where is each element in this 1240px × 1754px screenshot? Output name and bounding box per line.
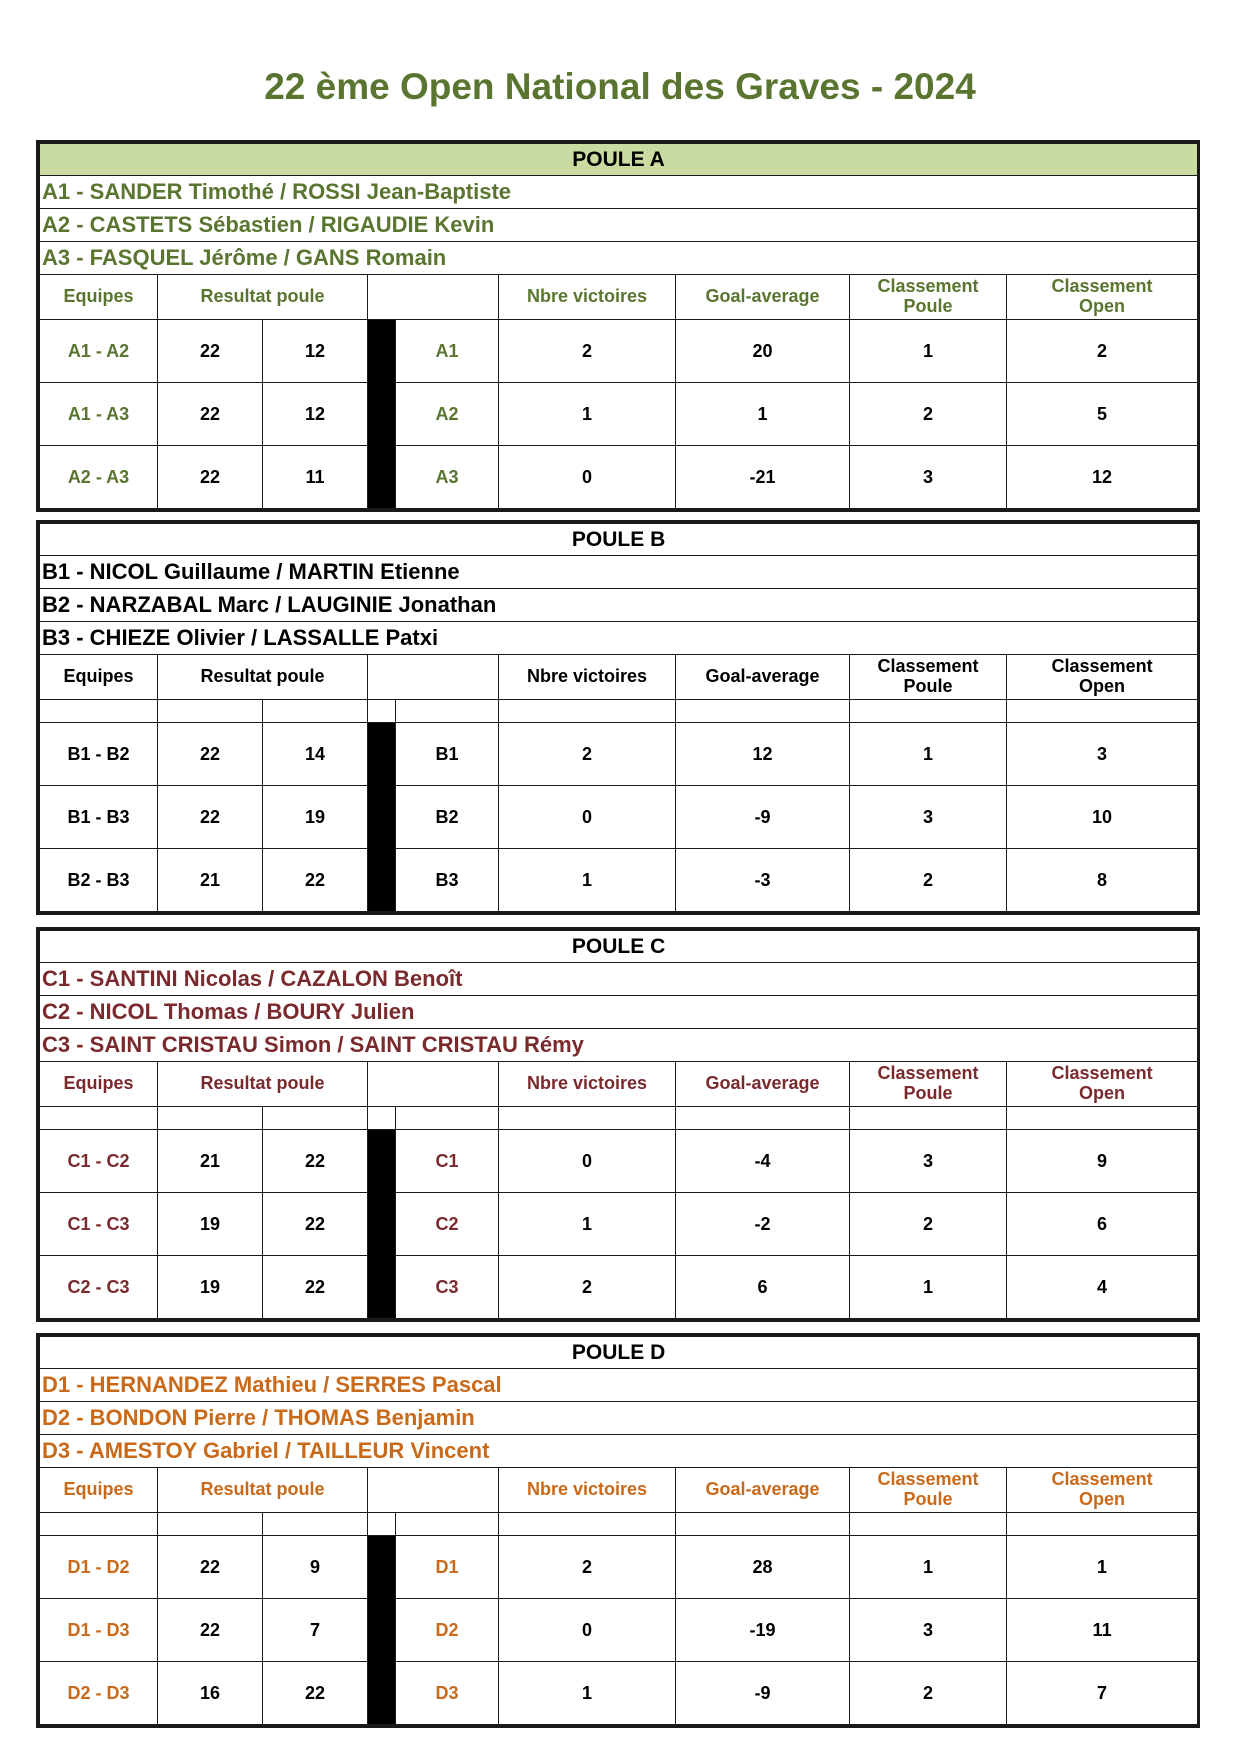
classement-open-value: 6 — [1007, 1193, 1198, 1256]
score-2: 11 — [263, 446, 368, 509]
spacer-cell — [676, 700, 850, 723]
header-classement-poule-line1: Classement — [877, 1063, 979, 1084]
header-classement-open — [1007, 1062, 1198, 1107]
standing-team: B3 — [396, 849, 499, 912]
score-1: 19 — [158, 1193, 263, 1256]
nbre-victoires-value: 1 — [499, 383, 676, 446]
standing-team: A2 — [396, 383, 499, 446]
spacer-cell — [1007, 1107, 1198, 1130]
nbre-victoires-value: 2 — [499, 320, 676, 383]
team-name-row — [40, 209, 1198, 242]
header-goal-average: Goal-average — [676, 655, 850, 700]
page-title: 22 ème Open National des Graves - 2024 — [264, 66, 976, 107]
header-equipes: Equipes — [40, 1062, 158, 1107]
spacer-row — [40, 1107, 1198, 1130]
match-pair: B1 - B3 — [40, 786, 158, 849]
poule-title: POULE C — [40, 931, 1198, 963]
score-2: 14 — [263, 723, 368, 786]
poule-title-row — [40, 931, 1198, 963]
score-1: 19 — [158, 1256, 263, 1319]
score-2: 9 — [263, 1536, 368, 1599]
classement-poule-value: 2 — [850, 1662, 1007, 1725]
header-resultat-poule: Resultat poule — [158, 275, 368, 320]
spacer-cell — [40, 1513, 158, 1536]
header-spacer — [368, 1468, 499, 1513]
standing-team: C2 — [396, 1193, 499, 1256]
header-classement-open-line2: Open — [1079, 1489, 1126, 1509]
spacer-cell — [850, 1513, 1007, 1536]
spacer-cell — [499, 700, 676, 723]
result-row — [40, 786, 1198, 849]
header-classement-open-line2: Open — [1079, 676, 1126, 696]
spacer-cell — [263, 1513, 368, 1536]
poule-table-a — [36, 140, 1200, 512]
classement-open-value: 5 — [1007, 383, 1198, 446]
goal-average-value: -21 — [676, 446, 850, 509]
poule-table-c — [36, 927, 1200, 1322]
nbre-victoires-value: 2 — [499, 1256, 676, 1319]
header-spacer — [368, 275, 499, 320]
goal-average-value: 6 — [676, 1256, 850, 1319]
result-row — [40, 1536, 1198, 1599]
team-name-row — [40, 996, 1198, 1029]
header-equipes: Equipes — [40, 655, 158, 700]
header-nbre-victoires: Nbre victoires — [499, 275, 676, 320]
score-1: 22 — [158, 1599, 263, 1662]
standing-team: A1 — [396, 320, 499, 383]
score-1: 22 — [158, 383, 263, 446]
nbre-victoires-value: 1 — [499, 1193, 676, 1256]
nbre-victoires-value: 0 — [499, 1130, 676, 1193]
goal-average-value: 20 — [676, 320, 850, 383]
result-row — [40, 1130, 1198, 1193]
team-name: D3 - AMESTOY Gabriel / TAILLEUR Vincent — [40, 1435, 1198, 1468]
header-equipes: Equipes — [40, 1468, 158, 1513]
spacer-cell — [499, 1513, 676, 1536]
poule-table-d — [36, 1333, 1200, 1728]
nbre-victoires-value: 0 — [499, 786, 676, 849]
team-name-row — [40, 589, 1198, 622]
header-spacer — [368, 655, 499, 700]
team-name-row — [40, 1369, 1198, 1402]
match-pair: C1 - C3 — [40, 1193, 158, 1256]
classement-open-value: 11 — [1007, 1599, 1198, 1662]
goal-average-value: 12 — [676, 723, 850, 786]
goal-average-value: -9 — [676, 1662, 850, 1725]
spacer-cell — [158, 700, 263, 723]
header-nbre-victoires: Nbre victoires — [499, 1062, 676, 1107]
nbre-victoires-value: 0 — [499, 446, 676, 509]
score-2: 7 — [263, 1599, 368, 1662]
nbre-victoires-value: 2 — [499, 1536, 676, 1599]
classement-open-value: 7 — [1007, 1662, 1198, 1725]
header-resultat-poule: Resultat poule — [158, 1062, 368, 1107]
spacer-cell — [158, 1107, 263, 1130]
poule-grid — [39, 143, 1198, 509]
classement-open-value: 12 — [1007, 446, 1198, 509]
header-classement-poule — [850, 655, 1007, 700]
classement-poule-value: 2 — [850, 1193, 1007, 1256]
header-spacer — [368, 1062, 499, 1107]
header-classement-open — [1007, 275, 1198, 320]
standing-team: D1 — [396, 1536, 499, 1599]
spacer-cell — [850, 700, 1007, 723]
classement-poule-value: 1 — [850, 320, 1007, 383]
standing-team: B1 — [396, 723, 499, 786]
team-name-row — [40, 1029, 1198, 1062]
poule-title-row — [40, 524, 1198, 556]
header-equipes: Equipes — [40, 275, 158, 320]
classement-open-value: 4 — [1007, 1256, 1198, 1319]
classement-poule-value: 1 — [850, 1536, 1007, 1599]
separator-bar — [368, 723, 396, 912]
column-header-row — [40, 275, 1198, 320]
nbre-victoires-value: 1 — [499, 849, 676, 912]
score-2: 22 — [263, 1662, 368, 1725]
spacer-cell — [676, 1107, 850, 1130]
header-classement-poule — [850, 1468, 1007, 1513]
match-pair: B2 - B3 — [40, 849, 158, 912]
score-1: 21 — [158, 1130, 263, 1193]
header-classement-poule — [850, 275, 1007, 320]
header-classement-open — [1007, 655, 1198, 700]
classement-open-value: 3 — [1007, 723, 1198, 786]
team-name-row — [40, 622, 1198, 655]
team-name: A1 - SANDER Timothé / ROSSI Jean-Baptiste — [40, 176, 1198, 209]
classement-poule-value: 2 — [850, 849, 1007, 912]
spacer-cell — [40, 1107, 158, 1130]
column-header-row — [40, 655, 1198, 700]
team-name: C1 - SANTINI Nicolas / CAZALON Benoît — [40, 963, 1198, 996]
standing-team: C1 — [396, 1130, 499, 1193]
header-goal-average: Goal-average — [676, 1062, 850, 1107]
nbre-victoires-value: 1 — [499, 1662, 676, 1725]
result-row — [40, 723, 1198, 786]
classement-poule-value: 3 — [850, 1130, 1007, 1193]
header-resultat-poule: Resultat poule — [158, 655, 368, 700]
header-classement-open-line2: Open — [1079, 1083, 1126, 1103]
header-classement-open-line2: Open — [1079, 296, 1126, 316]
spacer-cell — [1007, 1513, 1198, 1536]
spacer-cell — [396, 1107, 499, 1130]
result-row — [40, 383, 1198, 446]
spacer-cell — [40, 700, 158, 723]
team-name-row — [40, 1435, 1198, 1468]
team-name: A2 - CASTETS Sébastien / RIGAUDIE Kevin — [40, 209, 1198, 242]
match-pair: C1 - C2 — [40, 1130, 158, 1193]
match-pair: A1 - A3 — [40, 383, 158, 446]
header-classement-poule-line1: Classement — [877, 1469, 979, 1490]
score-2: 19 — [263, 786, 368, 849]
header-classement-poule-line2: Poule — [903, 1489, 953, 1509]
header-classement-open-line1: Classement — [1051, 1063, 1153, 1084]
standing-team: D3 — [396, 1662, 499, 1725]
spacer-cell — [368, 1513, 396, 1536]
header-classement-poule-line1: Classement — [877, 276, 979, 297]
team-name: B1 - NICOL Guillaume / MARTIN Etienne — [40, 556, 1198, 589]
goal-average-value: -2 — [676, 1193, 850, 1256]
match-pair: A1 - A2 — [40, 320, 158, 383]
result-row — [40, 1662, 1198, 1725]
header-classement-open-line1: Classement — [1051, 276, 1153, 297]
score-2: 22 — [263, 1256, 368, 1319]
spacer-cell — [263, 1107, 368, 1130]
header-goal-average: Goal-average — [676, 275, 850, 320]
header-classement-poule-line2: Poule — [903, 1083, 953, 1103]
classement-poule-value: 2 — [850, 383, 1007, 446]
header-classement-poule-line1: Classement — [877, 656, 979, 677]
header-classement-poule-line2: Poule — [903, 676, 953, 696]
classement-poule-value: 1 — [850, 723, 1007, 786]
poule-grid — [39, 930, 1198, 1319]
match-pair: D2 - D3 — [40, 1662, 158, 1725]
spacer-cell — [1007, 700, 1198, 723]
score-1: 16 — [158, 1662, 263, 1725]
header-classement-poule-line2: Poule — [903, 296, 953, 316]
standing-team: C3 — [396, 1256, 499, 1319]
score-1: 22 — [158, 1536, 263, 1599]
spacer-cell — [396, 1513, 499, 1536]
classement-open-value: 1 — [1007, 1536, 1198, 1599]
match-pair: A2 - A3 — [40, 446, 158, 509]
standing-team: D2 — [396, 1599, 499, 1662]
score-2: 22 — [263, 849, 368, 912]
poule-title-row — [40, 144, 1198, 176]
goal-average-value: 1 — [676, 383, 850, 446]
header-goal-average: Goal-average — [676, 1468, 850, 1513]
classement-open-value: 9 — [1007, 1130, 1198, 1193]
nbre-victoires-value: 2 — [499, 723, 676, 786]
score-2: 22 — [263, 1193, 368, 1256]
standing-team: A3 — [396, 446, 499, 509]
score-1: 21 — [158, 849, 263, 912]
poule-table-b — [36, 520, 1200, 915]
team-name: D2 - BONDON Pierre / THOMAS Benjamin — [40, 1402, 1198, 1435]
header-resultat-poule: Resultat poule — [158, 1468, 368, 1513]
separator-bar — [368, 1130, 396, 1319]
match-pair: D1 - D3 — [40, 1599, 158, 1662]
header-classement-open-line1: Classement — [1051, 656, 1153, 677]
goal-average-value: -4 — [676, 1130, 850, 1193]
team-name: A3 - FASQUEL Jérôme / GANS Romain — [40, 242, 1198, 275]
header-nbre-victoires: Nbre victoires — [499, 1468, 676, 1513]
spacer-cell — [499, 1107, 676, 1130]
header-classement-poule — [850, 1062, 1007, 1107]
team-name: B3 - CHIEZE Olivier / LASSALLE Patxi — [40, 622, 1198, 655]
spacer-cell — [263, 700, 368, 723]
result-row — [40, 446, 1198, 509]
score-1: 22 — [158, 786, 263, 849]
classement-open-value: 8 — [1007, 849, 1198, 912]
goal-average-value: -9 — [676, 786, 850, 849]
spacer-row — [40, 1513, 1198, 1536]
poule-title: POULE A — [40, 144, 1198, 176]
score-1: 22 — [158, 446, 263, 509]
result-row — [40, 1193, 1198, 1256]
nbre-victoires-value: 0 — [499, 1599, 676, 1662]
poule-title: POULE D — [40, 1337, 1198, 1369]
spacer-cell — [850, 1107, 1007, 1130]
score-2: 12 — [263, 383, 368, 446]
classement-poule-value: 3 — [850, 786, 1007, 849]
score-1: 22 — [158, 320, 263, 383]
poule-title: POULE B — [40, 524, 1198, 556]
match-pair: C2 - C3 — [40, 1256, 158, 1319]
team-name-row — [40, 1402, 1198, 1435]
result-row — [40, 1256, 1198, 1319]
spacer-cell — [396, 700, 499, 723]
team-name-row — [40, 963, 1198, 996]
goal-average-value: 28 — [676, 1536, 850, 1599]
header-nbre-victoires: Nbre victoires — [499, 655, 676, 700]
score-2: 12 — [263, 320, 368, 383]
poule-title-row — [40, 1337, 1198, 1369]
classement-open-value: 2 — [1007, 320, 1198, 383]
team-name: C3 - SAINT CRISTAU Simon / SAINT CRISTAU Rémy — [40, 1029, 1198, 1062]
classement-poule-value: 3 — [850, 1599, 1007, 1662]
team-name: D1 - HERNANDEZ Mathieu / SERRES Pascal — [40, 1369, 1198, 1402]
score-1: 22 — [158, 723, 263, 786]
team-name-row — [40, 556, 1198, 589]
match-pair: D1 - D2 — [40, 1536, 158, 1599]
column-header-row — [40, 1468, 1198, 1513]
standing-team: B2 — [396, 786, 499, 849]
team-name-row — [40, 242, 1198, 275]
goal-average-value: -19 — [676, 1599, 850, 1662]
goal-average-value: -3 — [676, 849, 850, 912]
separator-bar — [368, 320, 396, 509]
result-row — [40, 849, 1198, 912]
classement-poule-value: 3 — [850, 446, 1007, 509]
team-name: B2 - NARZABAL Marc / LAUGINIE Jonathan — [40, 589, 1198, 622]
separator-bar — [368, 1536, 396, 1725]
poule-grid — [39, 1336, 1198, 1725]
result-row — [40, 320, 1198, 383]
spacer-cell — [676, 1513, 850, 1536]
result-row — [40, 1599, 1198, 1662]
header-classement-open-line1: Classement — [1051, 1469, 1153, 1490]
team-name: C2 - NICOL Thomas / BOURY Julien — [40, 996, 1198, 1029]
poule-grid — [39, 523, 1198, 912]
classement-poule-value: 1 — [850, 1256, 1007, 1319]
spacer-cell — [368, 700, 396, 723]
spacer-row — [40, 700, 1198, 723]
spacer-cell — [368, 1107, 396, 1130]
team-name-row — [40, 176, 1198, 209]
header-classement-open — [1007, 1468, 1198, 1513]
match-pair: B1 - B2 — [40, 723, 158, 786]
score-2: 22 — [263, 1130, 368, 1193]
column-header-row — [40, 1062, 1198, 1107]
classement-open-value: 10 — [1007, 786, 1198, 849]
spacer-cell — [158, 1513, 263, 1536]
